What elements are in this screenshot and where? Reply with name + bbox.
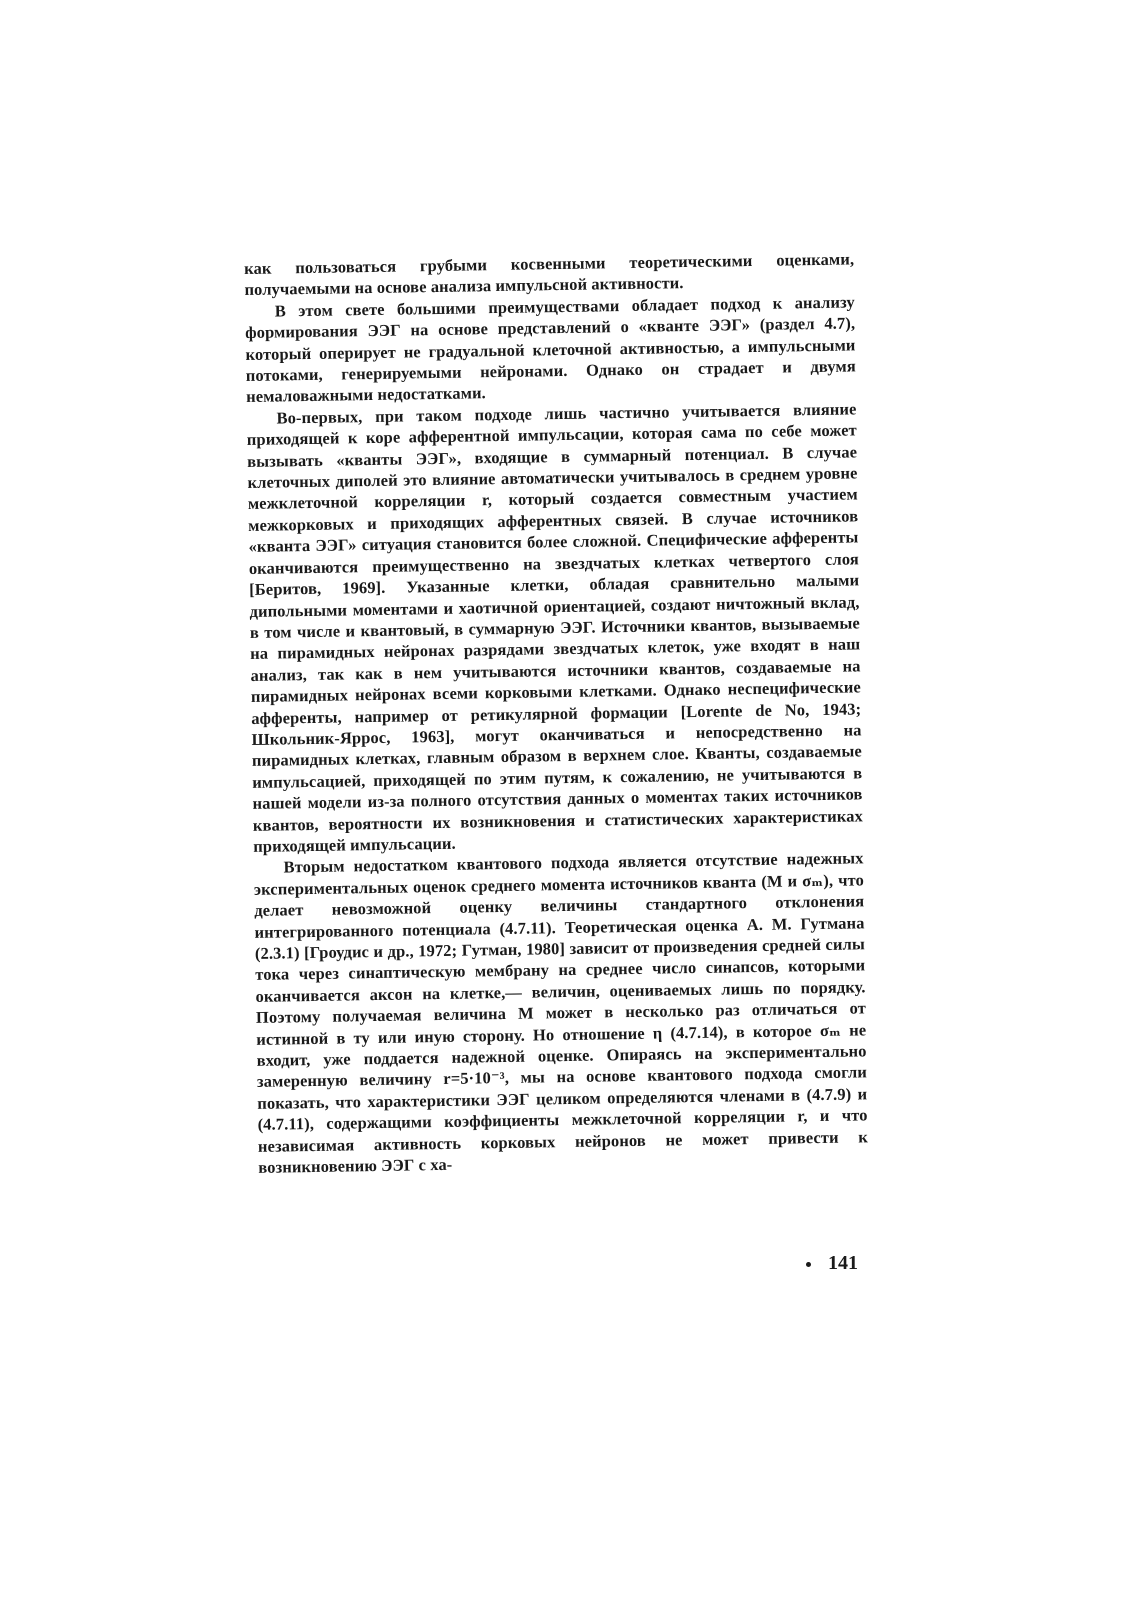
dot-mark — [806, 1262, 811, 1267]
page-number: 141 — [828, 1252, 858, 1274]
paragraph-2: В этом свете большими преимуществами обладает подход к анализу формирования ЭЭГ на основе представлений о «кванте ЭЭГ» (раздел 4.7), который оперирует не градуальной клеточной активностью, а импульсными потоками, генерируемыми нейронами. Однако он страдает и двумя немаловажными недостатками. — [245, 292, 856, 407]
paragraph-1: как пользоваться грубыми косвенными теоретическими оценками, получаемыми на основе анализа импульсной активности. — [244, 249, 855, 300]
paragraph-4: Вторым недостатком квантового подхода является отсутствие надежных экспериментальных оценок среднего момента источников кванта (M и σₘ), что делает невозможной оценку величины стандартного отклонения интегрированного потенциала (4.7.11). Теоретическая оценка А. М. Гутмана (2.3.1) [Гроудис и др., 1972; Гутман, 1980] зависит от произведения средней силы тока через синаптическую мембрану на среднее число синапсов, которыми оканчивается аксон на клетке,— величин, оцениваемых лишь по порядку. Поэтому получаемая величина M может в несколько раз отличаться от истинной в ту или иную сторону. Но отношение η (4.7.14), в которое σₘ не входит, уже поддается надежной оценке. Опираясь на экспериментально замеренную величину r=5·10⁻³, мы на основе квантового подхода смогли показать, что характеристики ЭЭГ целиком определяются членами в (4.7.9) и (4.7.11), содержащими коэффициенты межклеточной корреляции r, и что независимая активность корковых нейронов не может привести к возникновению ЭЭГ с ха- — [253, 848, 869, 1177]
body-text — [244, 248, 868, 1178]
paragraph-3: Во-первых, при таком подходе лишь частично учитывается влияние приходящей к коре афферентной импульсации, которая сама по себе может вызывать «кванты ЭЭГ», входящие в суммарный потенциал. В случае клеточных диполей это влияние автоматически учитывалось в среднем уровне межклеточной корреляции r, который создается совместным участием межкорковых и приходящих афферентных связей. В случае источников «кванта ЭЭГ» ситуация становится более сложной. Специфические афференты оканчиваются преимущественно на звездчатых клетках четвертого слоя [Беритов, 1969]. Указанные клетки, обладая сравнительно малыми дипольными моментами и хаотичной ориентацией, создают ничтожный вклад, в том числе и квантовый, в суммарную ЭЭГ. Источники квантов, вызываемые на пирамидных нейронах разрядами звездчатых клеток, уже входят в наш анализ, так как в нем учитываются источники квантов, создаваемые на пирамидных нейронах всеми корковыми клетками. Однако неспецифические афференты, например от ретикулярной формации [Lorente de No, 1943; Школьник-Яррос, 1963], могут оканчиваться и непосредственно на пирамидных клетках, главным образом в верхнем слое. Кванты, создаваемые импульсацией, приходящей по этим путям, к сожалению, не учитываются в нашей модели из-за полного отсутствия данных о моментах таких источников квантов, вероятности их возникновения и статистических характеристиках приходящей импульсации. — [246, 399, 863, 856]
